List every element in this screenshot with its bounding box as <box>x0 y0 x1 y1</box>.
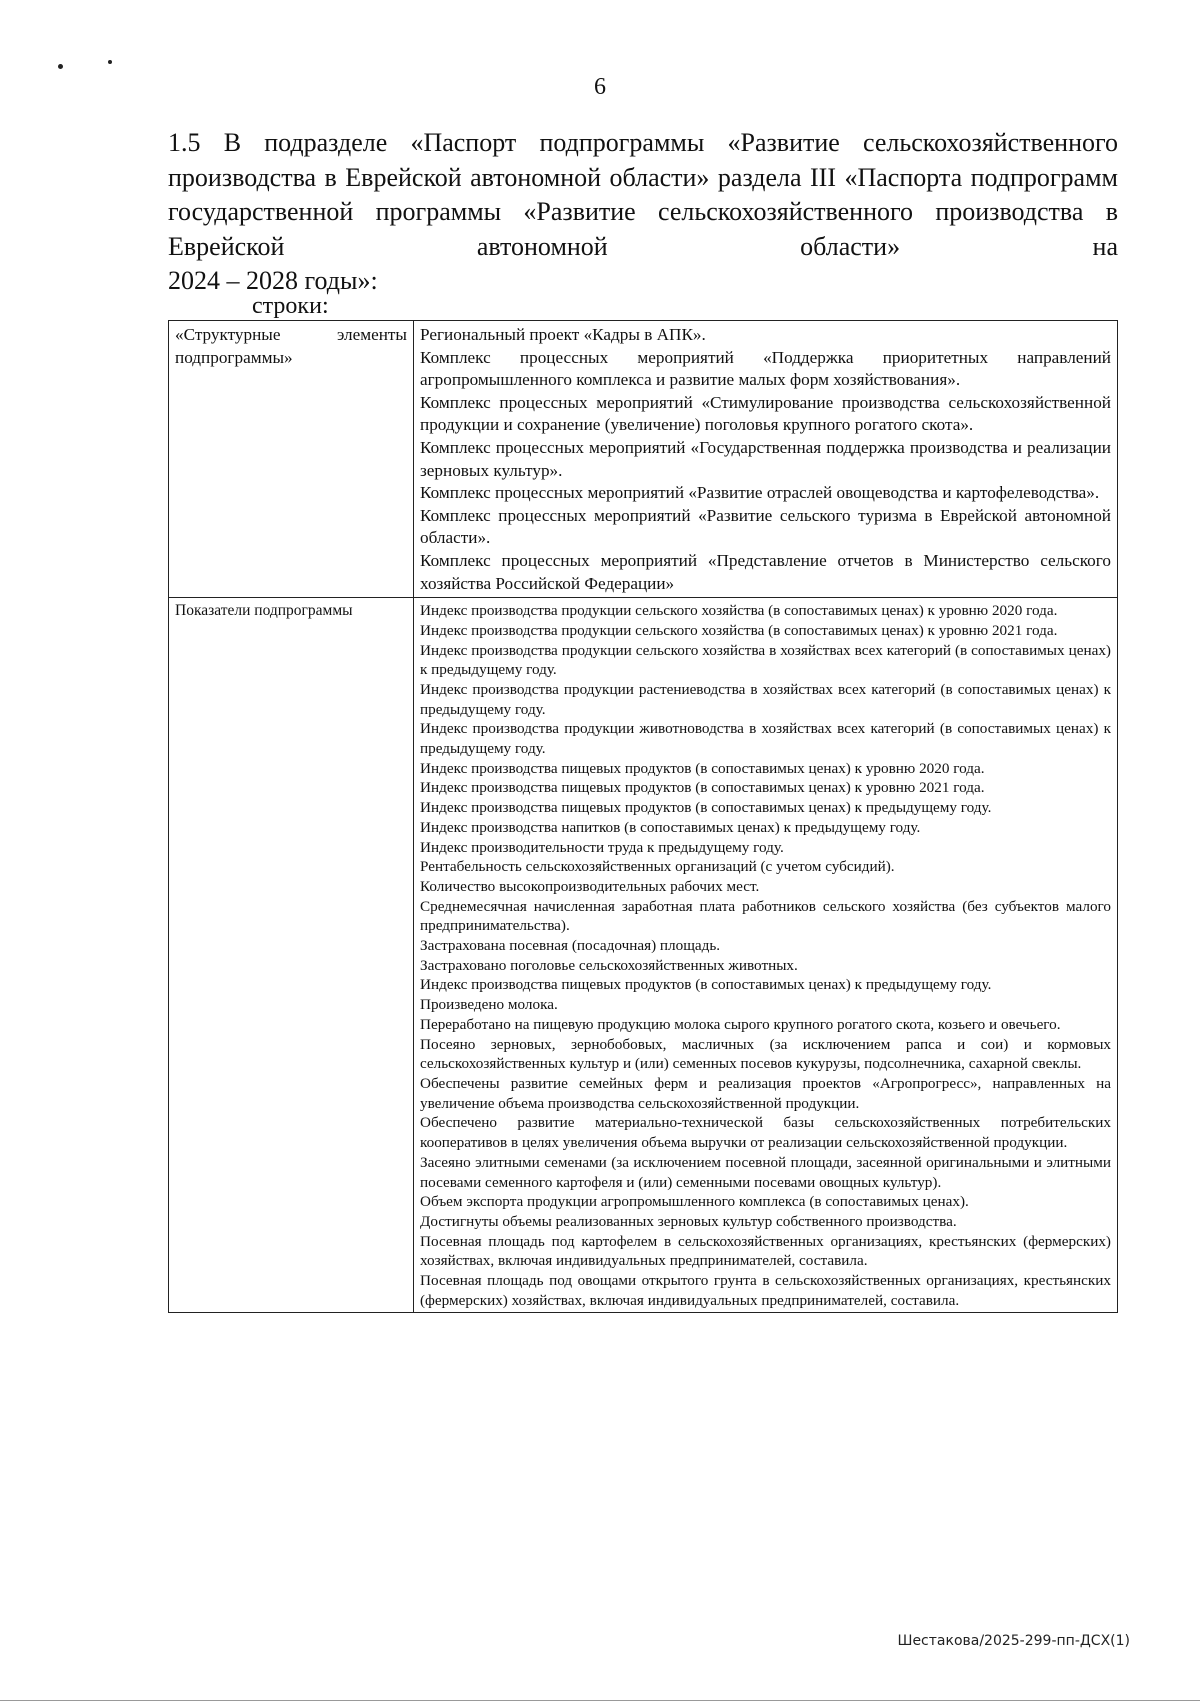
list-item: Индекс производства продукции растениеводства в хозяйствах всех категорий (в сопоставимых ценах) к предыдущему году. <box>420 680 1111 718</box>
table-row <box>169 321 1118 598</box>
list-item: Переработано на пищевую продукцию молока сырого крупного рогатого скота, козьего и овечьего. <box>420 1015 1061 1033</box>
list-item: Достигнуты объемы реализованных зерновых культур собственного производства. <box>420 1212 957 1230</box>
table-row <box>169 598 1118 1313</box>
list-item: Индекс производства продукции сельского хозяйства (в сопоставимых ценах) к уровню 2021 года. <box>420 621 1058 639</box>
list-item: Количество высокопроизводительных рабочих мест. <box>420 877 760 895</box>
list-item: Региональный проект «Кадры в АПК». <box>420 325 706 344</box>
scan-dot <box>58 64 63 69</box>
list-item: Индекс производства продукции животноводства в хозяйствах всех категорий (в сопоставимых ценах) к предыдущему году. <box>420 720 1111 758</box>
row-label: «Структурные элементы подпрограммы» <box>169 321 414 598</box>
list-item: Посевная площадь под овощами открытого грунта в сельскохозяйственных организациях, крестьянских (фермерских) хозяйствах, включая индивидуальных предпринимателей, составила. <box>420 1272 1111 1309</box>
list-item: Засеяно элитными семенами (за исключением посевной площади, засеянной оригинальными и элитными посевами семенного картофеля и (или) семенными посевами овощных культур). <box>420 1153 1111 1191</box>
row-label: Показатели подпрограммы <box>169 598 414 1313</box>
intro-paragraph: 1.5 В подразделе «Паспорт подпрограммы «Развитие сельскохозяйственного производства в Еврейской автономной области» раздела III «Паспорта подпрограмм государственной программы «Развитие сельскохозяйственного производства в Еврейской автономной области» на <box>168 128 1118 261</box>
list-item: Произведено молока. <box>420 996 558 1014</box>
scan-dot <box>108 60 112 64</box>
list-item: Обеспечены развитие семейных ферм и реализация проектов «Агропрогресс», направленных на увеличение объема производства сельскохозяйственной продукции. <box>420 1075 1111 1112</box>
scan-edge-line <box>0 1700 1200 1701</box>
list-item: Обеспечено развитие материально-технической базы сельскохозяйственных потребительских кооперативов в целях увеличения объема выручки от реализации сельскохозяйственной продукции. <box>420 1114 1111 1152</box>
list-item: Комплекс процессных мероприятий «Государственная поддержка производства и реализации зерновых культур». <box>420 437 1111 480</box>
list-item: Объем экспорта продукции агропромышленного комплекса (в сопоставимых ценах). <box>420 1193 969 1211</box>
page-number: 6 <box>594 74 606 100</box>
strings-label: строки: <box>252 293 329 319</box>
list-item: Комплекс процессных мероприятий «Стимулирование производства сельскохозяйственной продукции и сохранение (увеличение) поголовья крупного рогатого скота». <box>420 392 1111 435</box>
list-item: Индекс производства пищевых продуктов (в сопоставимых ценах) к предыдущему году. <box>420 976 992 994</box>
list-item: Застрахована посевная (посадочная) площадь. <box>420 937 721 955</box>
list-item: Индекс производства пищевых продуктов (в сопоставимых ценах) к предыдущему году. <box>420 799 992 817</box>
list-item: Застраховано поголовье сельскохозяйственных животных. <box>420 956 798 974</box>
list-item: Комплекс процессных мероприятий «Поддержка приоритетных направлений агропромышленного комплекса и развитие малых форм хозяйствования». <box>420 347 1111 390</box>
list-item: Рентабельность сельскохозяйственных организаций (с учетом субсидий). <box>420 858 895 876</box>
list-item: Индекс производства продукции сельского хозяйства (в сопоставимых ценах) к уровню 2020 года. <box>420 602 1058 620</box>
list-item: Индекс производства пищевых продуктов (в сопоставимых ценах) к уровню 2021 года. <box>420 779 985 797</box>
list-item: Комплекс процессных мероприятий «Развитие сельского туризма в Еврейской автономной области». <box>420 505 1111 548</box>
list-item: Среднемесячная начисленная заработная плата работников сельского хозяйства (без субъектов малого предпринимательства). <box>420 897 1111 935</box>
passport-table <box>168 320 1118 1313</box>
document-code: Шестакова/2025-299-пп-ДСХ(1) <box>897 1633 1130 1649</box>
row-content <box>414 598 1118 1313</box>
list-item: Посеяно зерновых, зернобобовых, масличных (за исключением рапса и сои) и кормовых сельскохозяйственных культур и (или) семенных посевов кукурузы, подсолнечника, сахарной свеклы. <box>420 1035 1111 1073</box>
list-item: Комплекс процессных мероприятий «Развитие отраслей овощеводства и картофелеводства». <box>420 483 1100 503</box>
list-item: Индекс производительности труда к предыдущему году. <box>420 838 784 856</box>
row-content <box>414 321 1118 598</box>
list-item: Посевная площадь под картофелем в сельскохозяйственных организациях, крестьянских (фермерских) хозяйствах, включая индивидуальных предпринимателей, составила. <box>420 1232 1111 1270</box>
list-item: Комплекс процессных мероприятий «Представление отчетов в Министерство сельского хозяйства Российской Федерации» <box>420 550 1111 593</box>
list-item: Индекс производства продукции сельского хозяйства в хозяйствах всех категорий (в сопоставимых ценах) к предыдущему году. <box>420 641 1111 679</box>
list-item: Индекс производства напитков (в сопоставимых ценах) к предыдущему году. <box>420 818 921 836</box>
intro-paragraph-end: 2024 – 2028 годы»: <box>168 266 378 295</box>
list-item: Индекс производства пищевых продуктов (в сопоставимых ценах) к уровню 2020 года. <box>420 759 985 777</box>
